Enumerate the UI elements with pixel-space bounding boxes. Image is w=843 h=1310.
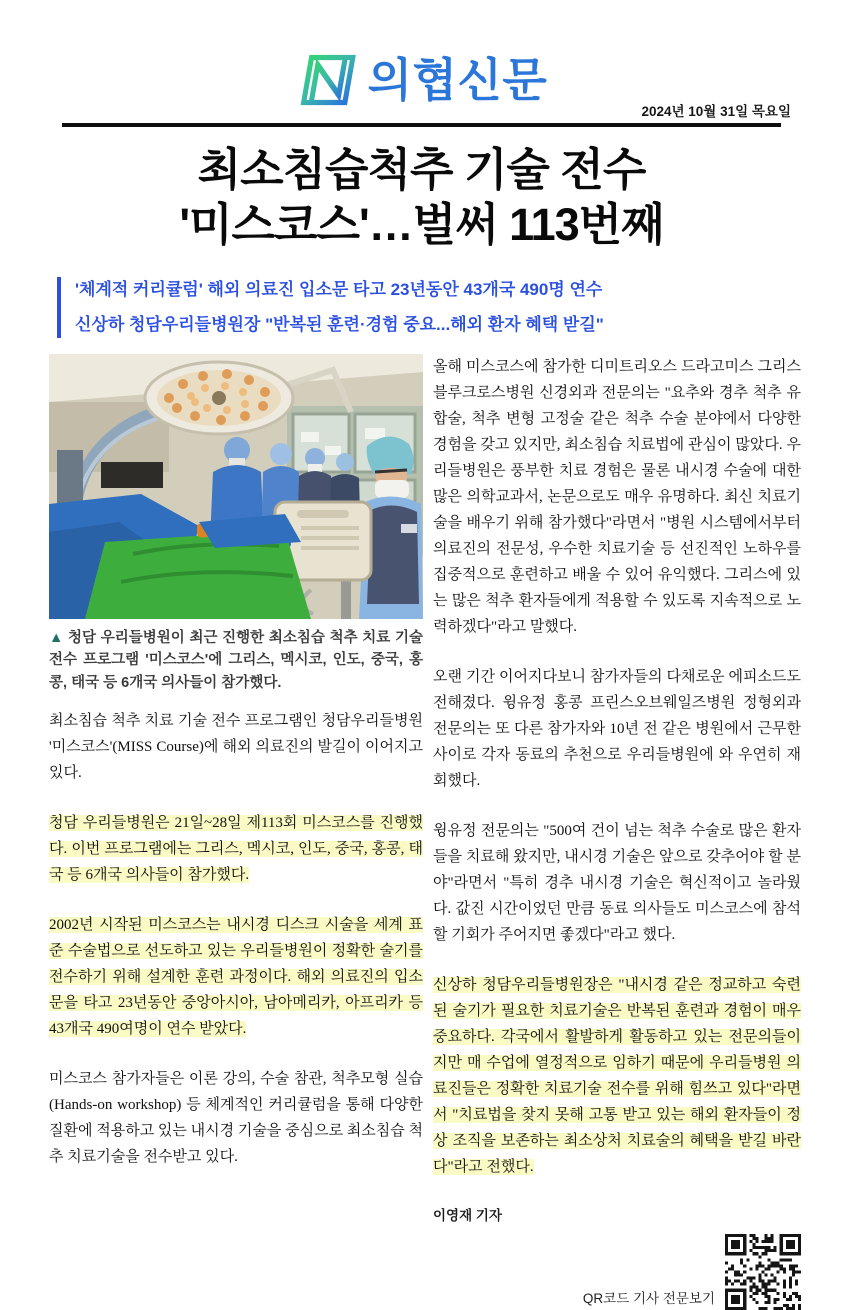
right-column-body bbox=[433, 354, 801, 1180]
subhead-line2: 신상하 청담우리들병원장 "반복된 훈련·경험 중요...해외 환자 혜택 받길" bbox=[75, 315, 604, 335]
photo-wall-screen bbox=[101, 462, 163, 488]
newspaper-logo-text: 의협신문 bbox=[367, 54, 548, 106]
paragraph-text: 오랜 기간 이어지다보니 참가자들의 다채로운 에피소드도 전해졌다. 윙유정 홍콩 프린스오브웨일즈병원 정형외과 전문의는 또 다른 참가자와 10년 전 같은 병원에서 근무한 사이로 각자 동료의 추천으로 우리들병원에 와 우연히 재회했다. bbox=[433, 668, 801, 789]
paragraph-text: 청담 우리들병원은 21일~28일 제113회 미스코스를 진행했다. 이번 프로그램에는 그리스, 멕시코, 인도, 중국, 홍콩, 태국 등 6개국 의사들이 참가했다. bbox=[49, 815, 423, 884]
headline-line2: '미스코스'…벌써 113번째 bbox=[179, 198, 664, 250]
article-paragraph bbox=[433, 354, 801, 640]
caption-marker-icon: ▲ bbox=[49, 629, 65, 646]
headline bbox=[20, 143, 823, 253]
qr-section bbox=[433, 1234, 801, 1310]
article-paragraph bbox=[49, 1066, 423, 1170]
qr-label: QR코드 기사 전문보기 bbox=[582, 1290, 715, 1306]
article-paragraph bbox=[49, 912, 423, 1042]
caption-text: 청담 우리들병원이 최근 진행한 최소침습 척추 치료 기술 전수 프로그램 '미스코스'에 그리스, 멕시코, 인도, 중국, 홍콩, 태국 등 6개국 의사들이 참가했다. bbox=[49, 629, 423, 691]
paragraph-text: 최소침습 척추 치료 기술 전수 프로그램인 청담우리들병원 '미스코스'(MISS Course)에 해외 의료진의 발길이 이어지고 있다. bbox=[49, 713, 423, 782]
article-columns bbox=[0, 354, 843, 1310]
left-column bbox=[49, 354, 423, 1310]
article-paragraph bbox=[433, 664, 801, 794]
headline-line1: 최소침습척추 기술 전수 bbox=[197, 144, 646, 195]
paragraph-text: 2002년 시작된 미스코스는 내시경 디스크 시술을 세계 표준 수술법으로 선도하고 있는 우리들병원이 정확한 술기를 전수하기 위해 설계한 훈련 과정이다. 해외 의료진의 입소문을 타고 23년동안 중앙아시아, 남아메리카, 아프리카 등 43개국 490여명이 연수 받았다. bbox=[49, 917, 423, 1038]
paragraph-text: 미스코스 참가자들은 이론 강의, 수술 참관, 척추모형 실습(Hands-on workshop) 등 체계적인 커리큘럼을 통해 다양한 질환에 적용하고 있는 내시경 기술을 중심으로 최소침습 척추 치료기술을 전수받고 있다. bbox=[49, 1071, 424, 1166]
paragraph-text: 신상하 청담우리들병원장은 "내시경 같은 정교하고 숙련된 술기가 필요한 치료기술은 반복된 훈련과 경험이 매우 중요하다. 각국에서 활발하게 활동하고 있는 전문의들이지만 매 수업에 열정적으로 임하기 때문에 우리들병원 의료진들은 정확한 치료기술 전수를 위해 힘쓰고 있다"라면서 "치료법을 찾지 못해 고통 받고 있는 해외 환자들이 정상 조직을 보존하는 최소상처 치료술의 혜택을 받길 바란다"라고 전했다. bbox=[433, 976, 801, 1175]
photo-caption bbox=[49, 627, 423, 694]
paragraph-text: 올해 미스코스에 참가한 디미트리오스 드라고미스 그리스 블루크로스병원 신경외과 전문의는 "요추와 경추 척추 유합술, 척추 변형 고정술 같은 척추 수술 분야에서 다양한 경험을 갖고 있지만, 최소침습 치료법에 관심이 많았다. 우리들병원은 풍부한 치료 경험은 물론 내시경 수술에 대한 많은 의학교과서, 논문으로도 매우 유명하다. 최신 치료기술을 배우기 위해 참가했다"라면서 "병원 시스템에서부터 의료진의 전문성, 우수한 치료기술 등 선진적인 노하우를 집중적으로 훈련하고 배울 수 있어 유익했다. 그리스에 있는 많은 척추 환자들에게 적용할 수 있도록 지속적으로 노력하겠다"라고 말했다. bbox=[433, 358, 801, 635]
subhead-line1: '체계적 커리큘럼' 해외 의료진 입소문 타고 23년동안 43개국 490명 연수 bbox=[75, 279, 603, 299]
issue-date: 2024년 10월 31일 목요일 bbox=[641, 104, 791, 119]
article-paragraph bbox=[49, 810, 423, 888]
paragraph-text: 윙유정 전문의는 "500여 건이 넘는 척추 수술로 많은 환자들을 치료해 왔지만, 내시경 기술은 앞으로 갖추어야 할 분야"라면서 "특히 경추 내시경 기술은 혁신적이고 놀라웠다. 값진 시간이었던 만큼 동료 의사들도 미스코스에 참석할 기회가 주어지면 좋겠다"라고 했다. bbox=[433, 822, 801, 943]
right-column bbox=[433, 354, 801, 1310]
article-photo bbox=[49, 354, 423, 619]
article-paragraph bbox=[433, 972, 801, 1180]
subhead bbox=[57, 277, 783, 338]
article-paragraph bbox=[433, 818, 801, 948]
left-column-body bbox=[49, 708, 423, 1170]
newspaper-logo-icon bbox=[296, 50, 356, 110]
byline: 이영재 기자 bbox=[433, 1207, 502, 1223]
masthead-divider bbox=[62, 123, 781, 127]
masthead bbox=[0, 0, 843, 119]
qr-code-icon bbox=[725, 1234, 801, 1310]
article-paragraph bbox=[49, 708, 423, 786]
